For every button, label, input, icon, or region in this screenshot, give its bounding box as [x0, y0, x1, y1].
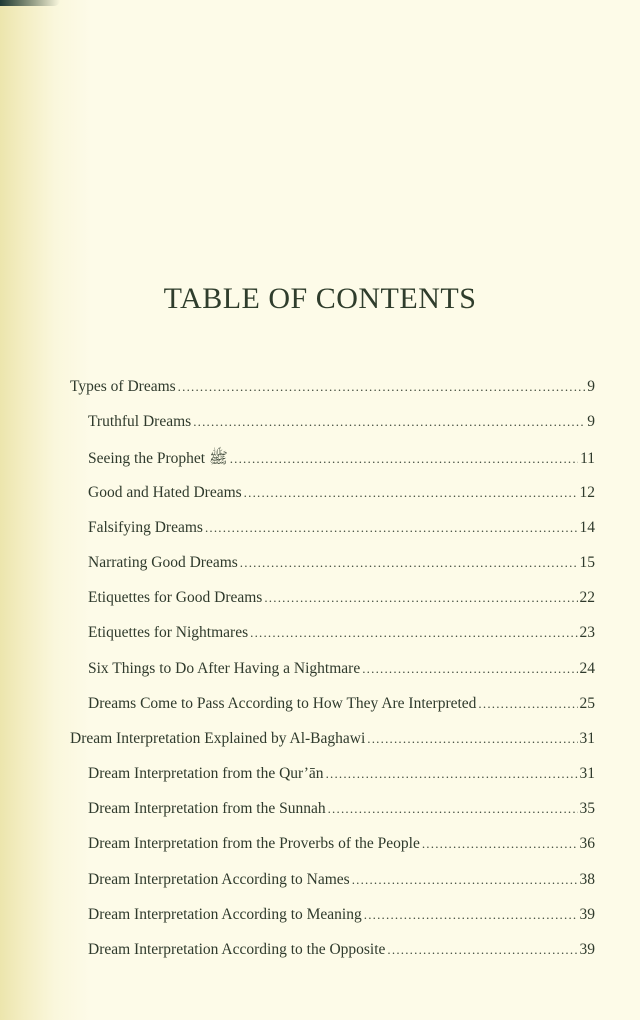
dot-leader [422, 836, 578, 852]
table-of-contents [70, 378, 595, 976]
toc-entry[interactable] [70, 448, 595, 483]
toc-entry-label: Truthful Dreams [88, 413, 192, 431]
page-title: TABLE OF CONTENTS [163, 282, 477, 316]
dot-leader [352, 872, 578, 888]
toc-entry[interactable] [70, 730, 595, 765]
dot-leader [205, 520, 578, 536]
dot-leader [244, 485, 578, 501]
toc-entry-label: Dream Interpretation from the Qur’ān [88, 765, 324, 783]
dot-leader [328, 801, 578, 817]
dot-leader [326, 766, 578, 782]
toc-entry-label: Good and Hated Dreams [88, 483, 242, 501]
toc-entry[interactable] [70, 765, 595, 800]
dot-leader [367, 731, 577, 747]
toc-entry-page: 11 [580, 450, 595, 468]
toc-entry-page: 31 [579, 729, 595, 747]
toc-entry-label: Dreams Come to Pass According to How They Are Interpreted [88, 694, 477, 712]
toc-entry[interactable] [70, 835, 595, 870]
toc-entry[interactable] [70, 695, 595, 730]
toc-entry[interactable] [70, 413, 595, 448]
toc-entry-label: Dream Interpretation According to Names [88, 870, 350, 888]
toc-entry-label: Dream Interpretation from the Proverbs of the People [88, 835, 420, 853]
dot-leader [478, 696, 577, 712]
toc-entry-label: Dream Interpretation According to Meaning [88, 905, 362, 923]
toc-entry-page: 15 [579, 553, 595, 571]
toc-entry-label: Six Things to Do After Having a Nightmare [88, 659, 361, 677]
toc-entry[interactable] [70, 589, 595, 624]
toc-entry[interactable] [70, 484, 595, 519]
toc-entry-label: Etiquettes for Nightmares [88, 624, 249, 642]
toc-entry-page: 14 [579, 518, 595, 536]
toc-entry-page: 9 [587, 413, 595, 431]
toc-entry[interactable] [70, 624, 595, 659]
toc-entry[interactable] [70, 800, 595, 835]
toc-entry-page: 23 [579, 624, 595, 642]
toc-entry-label: Narrating Good Dreams [88, 553, 238, 571]
dot-leader [193, 414, 585, 430]
toc-entry-label: Types of Dreams [70, 378, 176, 395]
toc-entry-label: Dream Interpretation According to the Opposite [88, 941, 386, 958]
toc-entry[interactable] [70, 519, 595, 554]
toc-entry-page: 39 [579, 941, 595, 958]
toc-entry-page: 36 [579, 835, 595, 853]
toc-entry-label: Dream Interpretation Explained by Al-Baghawi [70, 729, 366, 747]
toc-entry[interactable] [70, 378, 595, 413]
toc-entry-label: Seeing the Prophet ﷺ [88, 450, 228, 468]
dot-leader [178, 379, 586, 395]
toc-entry[interactable] [70, 660, 595, 695]
toc-entry-page: 25 [579, 694, 595, 712]
dot-leader [250, 625, 577, 641]
dot-leader [362, 661, 577, 677]
dot-leader [364, 907, 578, 923]
toc-entry[interactable] [70, 941, 595, 976]
dot-leader [230, 451, 578, 467]
toc-entry[interactable] [70, 906, 595, 941]
toc-entry-page: 12 [579, 483, 595, 501]
toc-entry-page: 24 [579, 659, 595, 677]
dot-leader [240, 555, 578, 571]
toc-entry-page: 9 [587, 378, 595, 395]
toc-entry-page: 39 [579, 905, 595, 923]
toc-entry-page: 35 [579, 800, 595, 818]
toc-entry[interactable] [70, 554, 595, 589]
dot-leader [264, 590, 577, 606]
toc-entry-page: 22 [579, 589, 595, 607]
page-corner-shadow [0, 0, 60, 6]
toc-entry-label: Etiquettes for Good Dreams [88, 589, 263, 607]
toc-entry-label: Falsifying Dreams [88, 518, 203, 536]
toc-entry-label: Dream Interpretation from the Sunnah [88, 800, 326, 818]
toc-entry-page: 38 [579, 870, 595, 888]
dot-leader [387, 942, 577, 958]
toc-entry[interactable] [70, 871, 595, 906]
toc-entry-page: 31 [579, 765, 595, 783]
